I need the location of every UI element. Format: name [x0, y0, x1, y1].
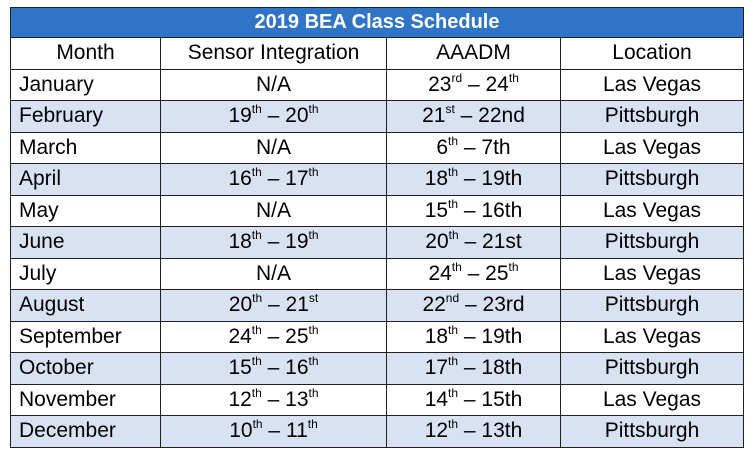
range-start: 19 [228, 104, 252, 128]
location-cell: Las Vegas [561, 195, 744, 227]
sensor-integration-cell [161, 321, 387, 353]
table-row [11, 132, 744, 164]
location-cell: Las Vegas [561, 321, 744, 353]
range-start: 10 [229, 419, 253, 443]
location-cell: Las Vegas [561, 69, 744, 101]
range-end-suffix: th [508, 259, 519, 274]
range-end: 25 [285, 324, 309, 348]
location-cell: Pittsburgh [561, 101, 744, 133]
range-separator: – [262, 419, 286, 443]
class-schedule-table [10, 7, 744, 448]
sensor-integration-cell: N/A [161, 195, 387, 227]
range-start-suffix: th [448, 417, 459, 432]
month-cell: October [11, 353, 161, 385]
date-range [428, 259, 519, 285]
range-separator: – [458, 419, 482, 443]
table-row [11, 69, 744, 101]
range-separator: – [462, 72, 486, 96]
range-end: 16th [481, 198, 523, 222]
month-cell: August [11, 290, 161, 322]
range-end-suffix: th [308, 354, 319, 369]
range-start-suffix: th [451, 259, 462, 274]
range-end-suffix: th [308, 385, 319, 400]
range-end: 24 [485, 72, 509, 96]
month-cell: June [11, 227, 161, 259]
header-aaadm: AAADM [387, 38, 561, 70]
range-start: 21 [422, 104, 446, 128]
range-end-suffix: th [508, 70, 519, 85]
date-range [228, 104, 318, 127]
range-separator: – [458, 167, 482, 191]
aaadm-cell [387, 290, 561, 322]
location-cell: Pittsburgh [561, 164, 744, 196]
date-range [428, 70, 519, 96]
month-cell: May [11, 195, 161, 227]
range-separator: – [458, 324, 482, 348]
range-start-suffix: th [448, 385, 459, 400]
range-start: 24 [228, 324, 252, 348]
date-range [424, 385, 523, 411]
range-start-suffix: th [448, 165, 459, 180]
date-range [228, 230, 318, 253]
range-end: 21st [482, 230, 522, 254]
date-range [422, 104, 525, 127]
sensor-integration-cell [161, 384, 387, 416]
range-end: 13th [481, 419, 523, 443]
table-row [11, 321, 744, 353]
range-start-suffix: th [251, 165, 262, 180]
range-separator: – [461, 261, 486, 285]
table-row [11, 227, 744, 259]
range-start-suffix: th [448, 354, 459, 369]
date-range [228, 322, 319, 348]
date-range [425, 356, 523, 379]
aaadm-cell [387, 384, 561, 416]
range-start: 24 [428, 261, 452, 285]
header-location: Location [561, 38, 744, 70]
range-end-suffix: st [308, 291, 319, 306]
range-separator: – [459, 293, 483, 317]
aaadm-cell [387, 195, 561, 227]
range-start-suffix: th [448, 196, 459, 211]
date-range [228, 356, 318, 379]
table-row [11, 353, 744, 385]
range-separator: – [261, 104, 286, 128]
range-end: 19 [285, 230, 309, 254]
aaadm-cell [387, 416, 561, 448]
sensor-integration-cell [161, 290, 387, 322]
month-cell: November [11, 384, 161, 416]
range-end: 11 [285, 419, 308, 443]
table-title: 2019 BEA Class Schedule [11, 8, 744, 38]
table-row [11, 164, 744, 196]
range-end: 19th [481, 167, 523, 191]
table-row [11, 416, 744, 448]
aaadm-cell [387, 164, 561, 196]
month-cell: April [11, 164, 161, 196]
header-row [11, 38, 744, 70]
month-cell: December [11, 416, 161, 448]
location-cell: Las Vegas [561, 258, 744, 290]
range-start: 17 [424, 356, 449, 380]
range-end: 22nd [478, 104, 525, 128]
aaadm-cell [387, 101, 561, 133]
date-range [425, 167, 523, 190]
table-body [11, 38, 744, 448]
location-cell: Las Vegas [561, 132, 744, 164]
range-start-suffix: th [448, 228, 459, 243]
range-start: 23 [428, 72, 452, 96]
date-range [424, 196, 523, 222]
range-start-suffix: th [448, 133, 459, 148]
range-start: 15 [424, 198, 449, 222]
month-cell: March [11, 132, 161, 164]
aaadm-cell [387, 258, 561, 290]
range-separator: – [261, 387, 286, 411]
date-range [229, 419, 318, 442]
range-start-suffix: th [252, 291, 263, 306]
range-start: 22 [422, 293, 446, 317]
location-cell: Las Vegas [561, 384, 744, 416]
range-end: 18th [481, 356, 523, 380]
sensor-integration-cell [161, 416, 387, 448]
sensor-integration-cell [161, 353, 387, 385]
range-end: 7th [481, 135, 511, 159]
date-range [422, 293, 524, 316]
location-cell: Pittsburgh [561, 416, 744, 448]
range-start-suffix: st [445, 102, 455, 117]
range-start-suffix: th [252, 417, 263, 432]
date-range [425, 419, 523, 442]
date-range [424, 322, 523, 348]
range-end-suffix: th [308, 228, 319, 243]
range-start-suffix: th [251, 102, 262, 117]
table-row [11, 101, 744, 133]
range-end-suffix: th [308, 165, 319, 180]
range-start: 15 [228, 356, 252, 380]
location-cell: Pittsburgh [561, 353, 744, 385]
range-separator: – [458, 387, 482, 411]
range-end: 21 [285, 293, 309, 317]
range-separator: – [261, 230, 286, 254]
aaadm-cell [387, 321, 561, 353]
range-start-suffix: th [448, 322, 459, 337]
sensor-integration-cell: N/A [161, 258, 387, 290]
header-sensor-integration: Sensor Integration [161, 38, 387, 70]
sensor-integration-cell [161, 164, 387, 196]
table-row [11, 384, 744, 416]
table-row [11, 290, 744, 322]
date-range [425, 230, 521, 253]
table-row [11, 195, 744, 227]
range-end: 23rd [482, 293, 525, 317]
range-end-suffix: th [307, 417, 318, 432]
range-end: 16 [285, 356, 309, 380]
date-range [229, 293, 318, 316]
range-end: 19th [481, 324, 523, 348]
aaadm-cell [387, 69, 561, 101]
month-cell: February [11, 101, 161, 133]
sensor-integration-cell: N/A [161, 132, 387, 164]
location-cell: Pittsburgh [561, 227, 744, 259]
table-row [11, 258, 744, 290]
range-start-suffix: nd [445, 291, 460, 306]
range-end: 13 [285, 387, 309, 411]
range-separator: – [261, 356, 286, 380]
range-end: 20 [285, 104, 309, 128]
range-end-suffix: th [308, 322, 319, 337]
range-start-suffix: th [251, 354, 262, 369]
range-separator: – [458, 230, 483, 254]
range-start-suffix: rd [451, 70, 463, 85]
aaadm-cell [387, 353, 561, 385]
range-separator: – [458, 135, 482, 159]
range-start: 20 [228, 293, 253, 317]
month-cell: September [11, 321, 161, 353]
range-start: 12 [228, 387, 252, 411]
range-start: 20 [425, 230, 449, 254]
range-start: 18 [228, 230, 252, 254]
range-start-suffix: th [251, 385, 262, 400]
range-end: 25 [485, 261, 509, 285]
aaadm-cell [387, 132, 561, 164]
date-range [228, 167, 318, 190]
range-separator: – [261, 324, 286, 348]
range-separator: – [458, 198, 482, 222]
range-start: 16 [228, 167, 252, 191]
title-row [11, 8, 744, 38]
aaadm-cell [387, 227, 561, 259]
range-separator: – [454, 104, 479, 128]
range-start: 12 [424, 419, 449, 443]
sensor-integration-cell [161, 101, 387, 133]
range-separator: – [261, 167, 286, 191]
range-start: 6 [436, 135, 449, 159]
month-cell: January [11, 69, 161, 101]
range-start: 18 [424, 324, 449, 348]
sensor-integration-cell: N/A [161, 69, 387, 101]
range-end-suffix: th [308, 102, 319, 117]
range-end: 17 [285, 167, 309, 191]
range-end: 15th [481, 387, 523, 411]
date-range [228, 385, 319, 411]
sensor-integration-cell [161, 227, 387, 259]
header-month: Month [11, 38, 161, 70]
range-start-suffix: th [251, 228, 262, 243]
range-separator: – [458, 356, 482, 380]
range-start-suffix: th [251, 322, 262, 337]
range-start: 18 [424, 167, 449, 191]
month-cell: July [11, 258, 161, 290]
range-start: 14 [424, 387, 449, 411]
date-range [436, 133, 511, 159]
location-cell: Pittsburgh [561, 290, 744, 322]
range-separator: – [262, 293, 286, 317]
